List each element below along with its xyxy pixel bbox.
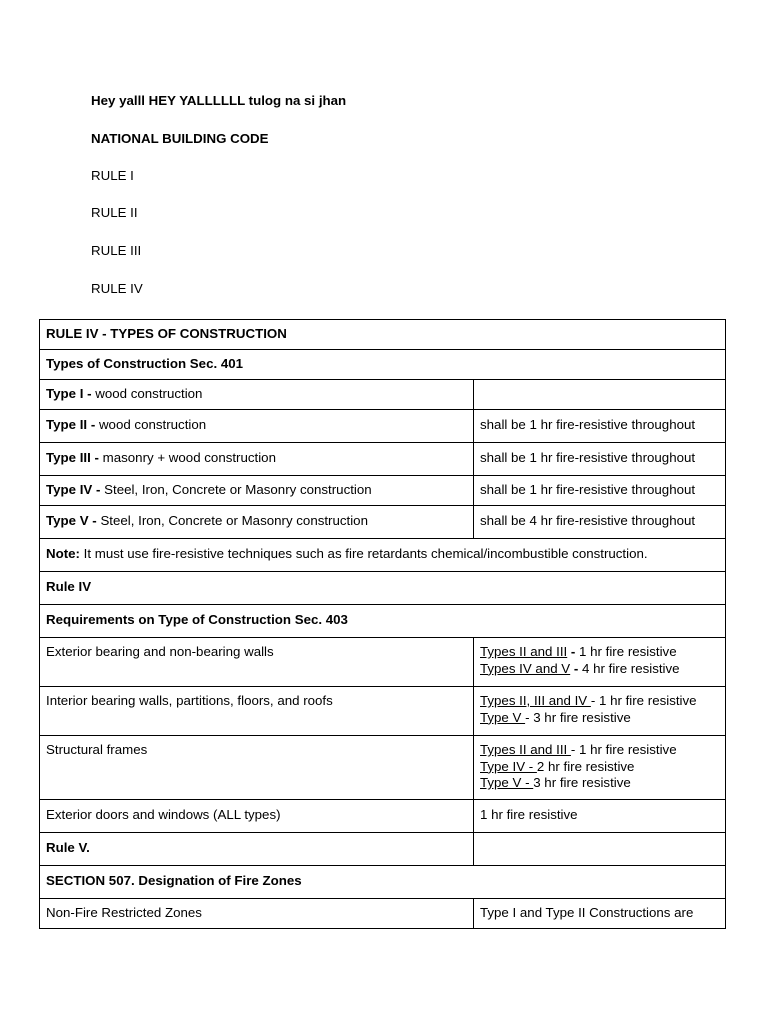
rule-iv-heading: Rule IV <box>40 572 726 605</box>
table-row <box>40 687 726 736</box>
table-row <box>40 506 726 539</box>
requirement-ratings <box>474 638 726 687</box>
note-text: It must use fire-resistive techniques such as fire retardants chemical/incombustible construction. <box>79 546 648 561</box>
table-row <box>40 572 726 605</box>
type-desc: Steel, Iron, Concrete or Masonry construction <box>100 513 368 528</box>
section-title: RULE IV - TYPES OF CONSTRUCTION <box>40 320 726 350</box>
table-row <box>40 833 726 866</box>
note-label: Note: <box>46 546 80 561</box>
table-row <box>40 443 726 476</box>
rating-line: Type V - 3 hr fire resistive <box>480 775 631 790</box>
type-desc: Steel, Iron, Concrete or Masonry construction <box>104 482 372 497</box>
rule-line-2: RULE II <box>91 205 138 220</box>
type-rating: shall be 1 hr fire-resistive throughout <box>474 476 726 506</box>
table-row <box>40 866 726 899</box>
type-label: Type II - <box>46 417 99 432</box>
zone-desc: Type I and Type II Constructions are <box>474 899 726 929</box>
requirement-item: Structural frames <box>40 736 474 800</box>
type-rating: shall be 1 hr fire-resistive throughout <box>474 410 726 443</box>
table-row <box>40 800 726 833</box>
rule-line-4: RULE IV <box>91 281 143 296</box>
rating-line: Type V - 3 hr fire resistive <box>480 709 631 725</box>
type-desc: wood construction <box>95 386 203 401</box>
rating-line: Types II, III and IV - 1 hr fire resistive <box>480 693 697 708</box>
requirement-item: Exterior bearing and non-bearing walls <box>40 638 474 687</box>
type-cell <box>40 443 474 476</box>
note-cell <box>40 539 726 572</box>
type-label: Type IV - <box>46 482 105 497</box>
type-rating <box>474 380 726 410</box>
empty-cell <box>474 833 726 866</box>
type-desc: masonry + wood construction <box>102 450 276 465</box>
rating-line: Types II and III - 1 hr fire resistive <box>480 742 677 757</box>
type-cell <box>40 476 474 506</box>
type-label: Type III - <box>46 450 103 465</box>
requirements-heading: Requirements on Type of Construction Sec. 403 <box>40 605 726 638</box>
type-cell <box>40 506 474 539</box>
table-row <box>40 476 726 506</box>
table-row <box>40 899 726 929</box>
zone-name: Non-Fire Restricted Zones <box>40 899 474 929</box>
rating-line: Types II and III - 1 hr fire resistive <box>480 644 677 659</box>
construction-table <box>39 319 726 929</box>
rule-line-1: RULE I <box>91 168 134 183</box>
table-row <box>40 320 726 350</box>
table-row <box>40 410 726 443</box>
rule-line-3: RULE III <box>91 243 142 258</box>
table-row <box>40 350 726 380</box>
type-cell <box>40 410 474 443</box>
type-rating: shall be 1 hr fire-resistive throughout <box>474 443 726 476</box>
type-rating: shall be 4 hr fire-resistive throughout <box>474 506 726 539</box>
requirement-item: Interior bearing walls, partitions, floors, and roofs <box>40 687 474 736</box>
requirement-item: Exterior doors and windows (ALL types) <box>40 800 474 833</box>
table-row <box>40 380 726 410</box>
table-row <box>40 736 726 800</box>
type-desc: wood construction <box>98 417 207 432</box>
requirement-ratings <box>474 736 726 800</box>
rating-line: Type IV - 2 hr fire resistive <box>480 758 635 774</box>
table-row <box>40 605 726 638</box>
greeting-line: Hey yalll HEY YALLLLLL tulog na si jhan <box>91 93 347 108</box>
table-row <box>40 638 726 687</box>
requirement-ratings <box>474 687 726 736</box>
requirement-ratings: 1 hr fire resistive <box>474 800 726 833</box>
types-heading: Types of Construction Sec. 401 <box>40 350 726 380</box>
type-cell <box>40 380 474 410</box>
type-label: Type I - <box>46 386 96 401</box>
rule-v-heading: Rule V. <box>40 833 474 866</box>
document-title: NATIONAL BUILDING CODE <box>91 131 269 146</box>
section-507-heading: SECTION 507. Designation of Fire Zones <box>40 866 726 899</box>
table-row <box>40 539 726 572</box>
type-label: Type V - <box>46 513 101 528</box>
rating-line: Types IV and V - 4 hr fire resistive <box>480 660 680 676</box>
